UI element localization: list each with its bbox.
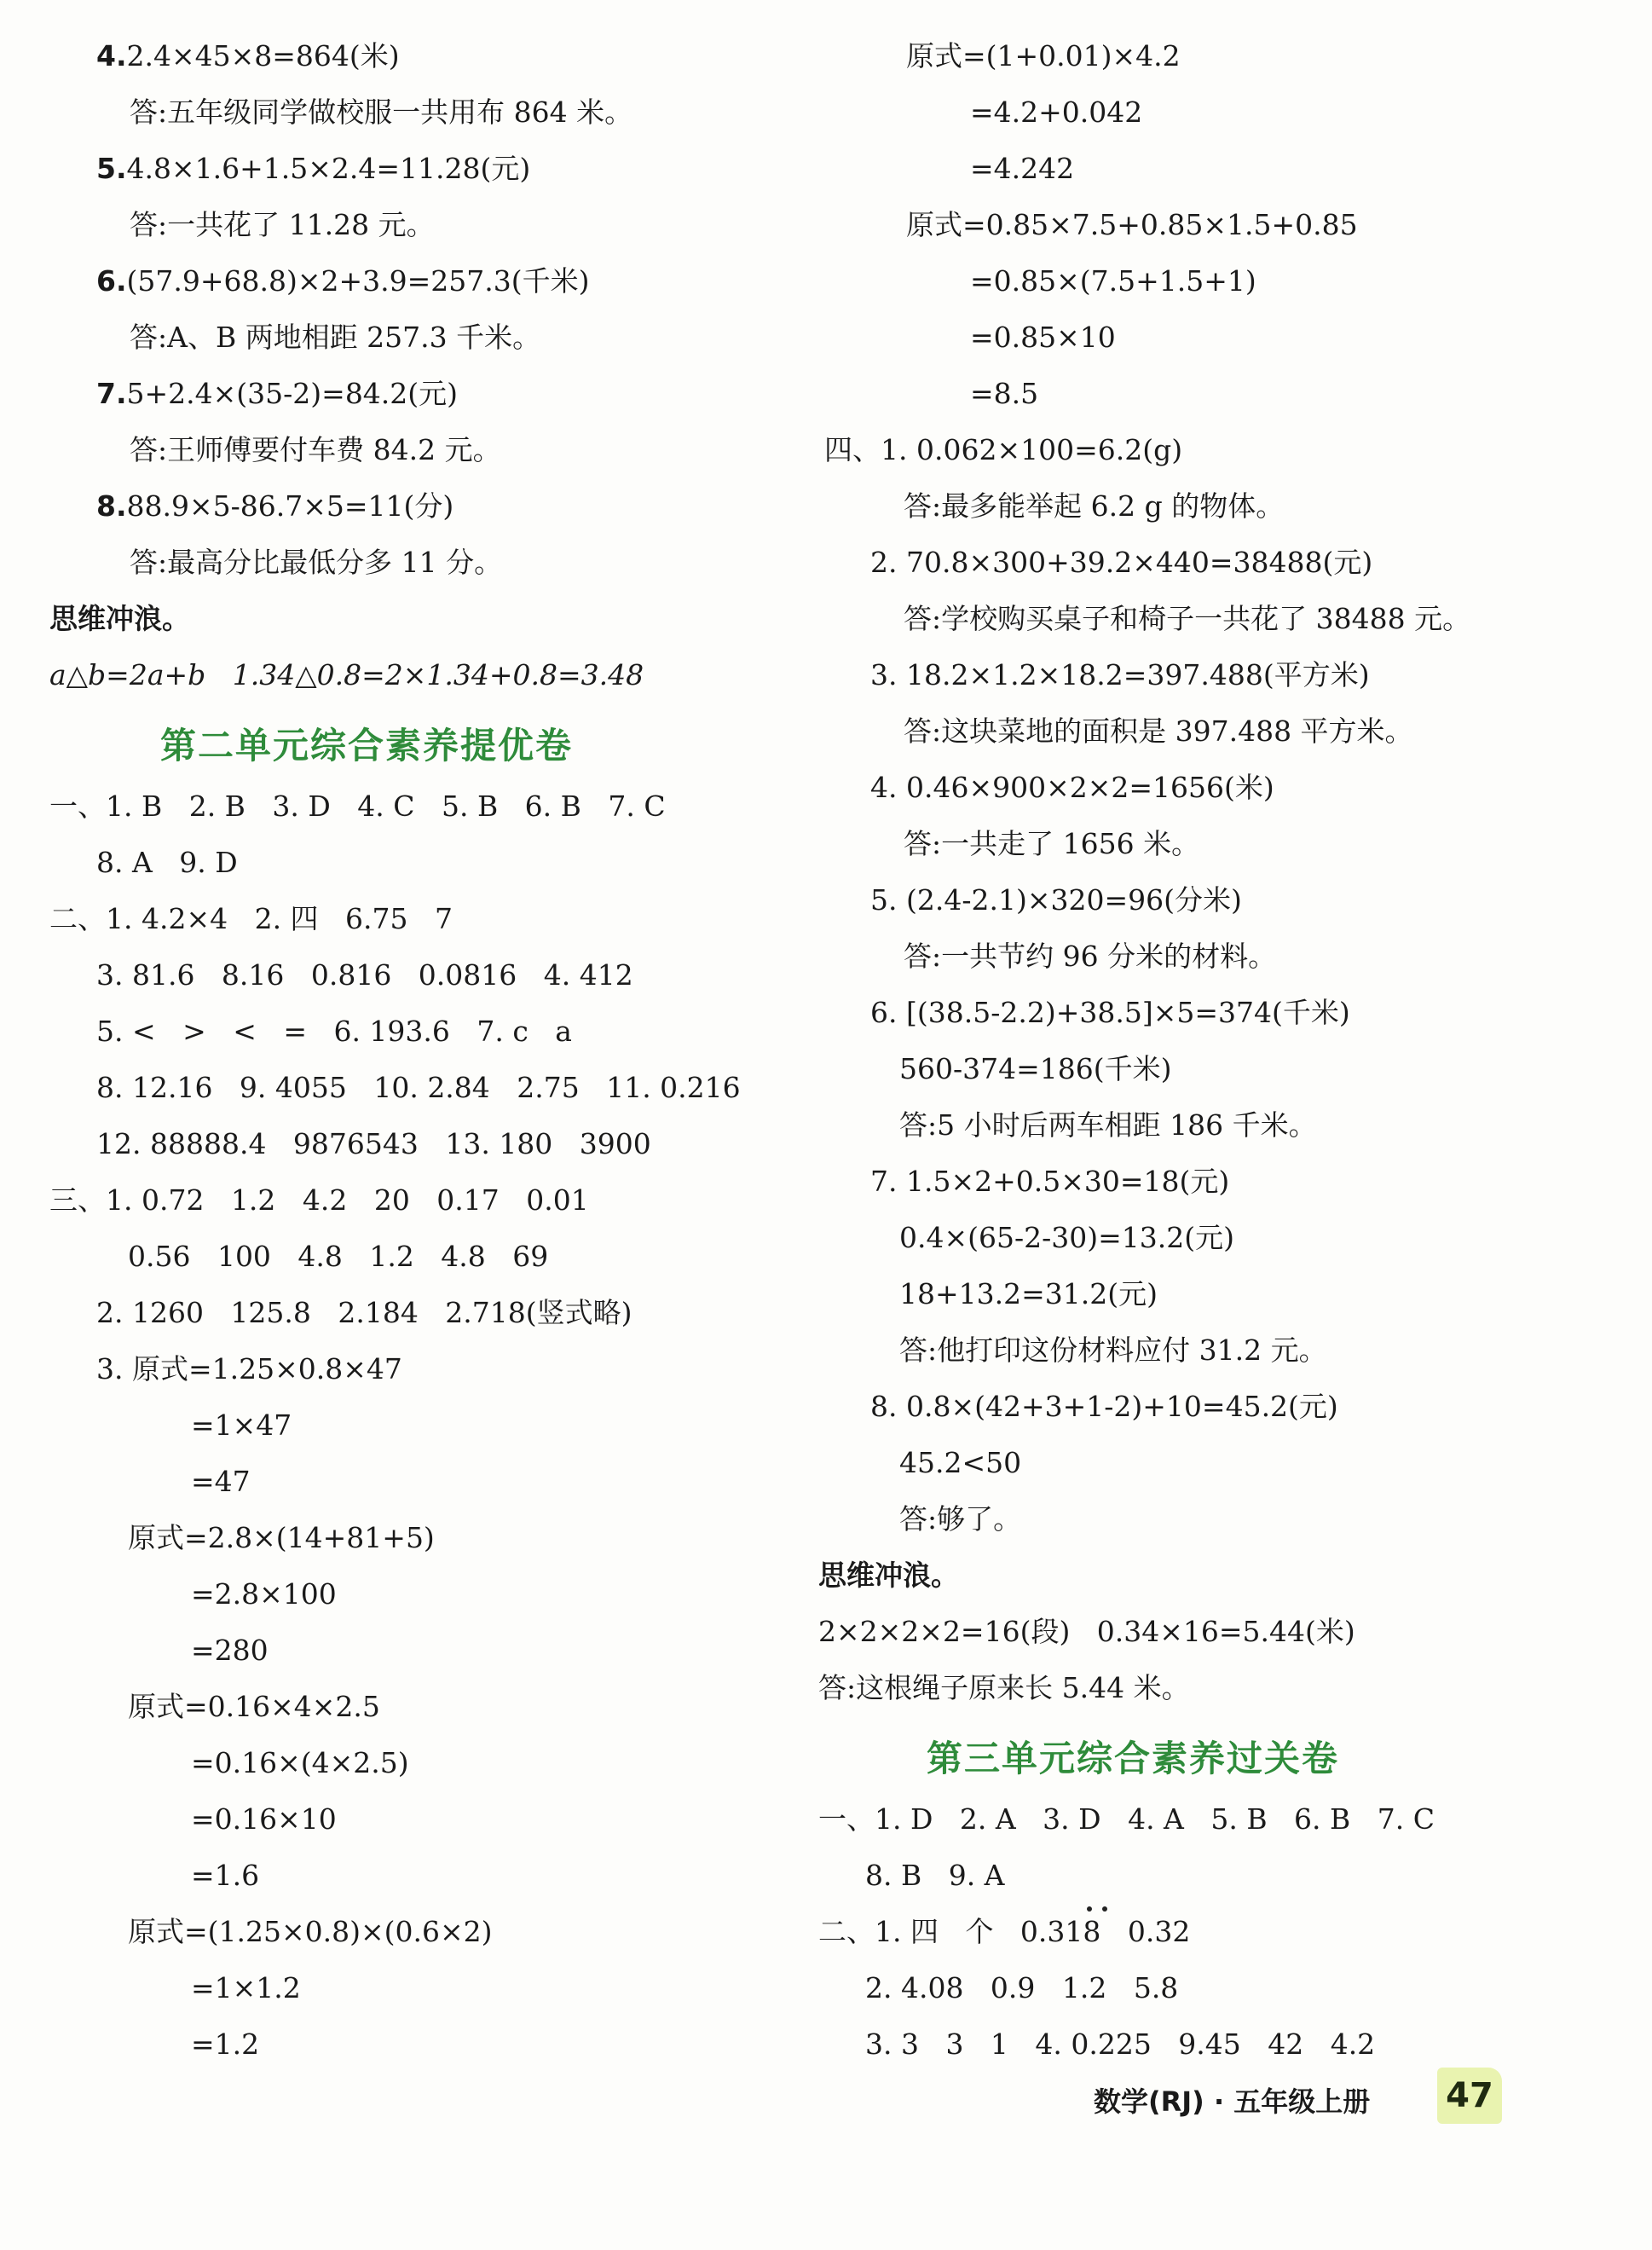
answer-line: =4.2+0.042 bbox=[970, 95, 1143, 129]
answer-line: 8.88.9×5-86.7×5=11(分) bbox=[96, 489, 454, 523]
answer-line: 答:够了。 bbox=[899, 1502, 1022, 1536]
answer-line: 2×2×2×2=16(段) 0.34×16=5.44(米) bbox=[818, 1615, 1355, 1648]
answer-line: 四、1. 0.062×100=6.2(g) bbox=[824, 433, 1183, 466]
answer-line: 6.(57.9+68.8)×2+3.9=257.3(千米) bbox=[96, 264, 590, 298]
answer-line: =2.8×100 bbox=[191, 1577, 337, 1611]
answer-line: 7.5+2.4×(35-2)=84.2(元) bbox=[96, 377, 459, 410]
answer-line: 6. [(38.5-2.2)+38.5]×5=374(千米) bbox=[870, 996, 1350, 1029]
answer-line: 18+13.2=31.2(元) bbox=[899, 1277, 1158, 1310]
answer-line: 560-374=186(千米) bbox=[899, 1052, 1172, 1085]
answer-line: 原式=(1.25×0.8)×(0.6×2) bbox=[128, 1915, 493, 1948]
answer-line: 4. 0.46×900×2×2=1656(米) bbox=[870, 771, 1274, 804]
answer-line: 答:一共花了 11.28 元。 bbox=[130, 208, 435, 241]
answer-line: 3. 3 3 1 4. 0.225 9.45 42 4.2 bbox=[865, 2027, 1376, 2061]
page-number-badge: 47 bbox=[1437, 2068, 1502, 2124]
section-title: 第二单元综合素养提优卷 bbox=[160, 725, 574, 766]
answer-line: 答:最高分比最低分多 11 分。 bbox=[130, 546, 503, 579]
thinking-label: 思维冲浪。 bbox=[49, 602, 190, 635]
answer-line: 4.2.4×45×8=864(米) bbox=[96, 39, 400, 72]
answer-line: 0.4×(65-2-30)=13.2(元) bbox=[899, 1221, 1235, 1254]
answer-line: 5.4.8×1.6+1.5×2.4=11.28(元) bbox=[96, 152, 531, 185]
answer-line: 3. 81.6 8.16 0.816 0.0816 4. 412 bbox=[96, 958, 633, 992]
answer-line: =1.6 bbox=[191, 1859, 260, 1892]
answer-line: 答:学校购买桌子和椅子一共花了 38488 元。 bbox=[904, 602, 1471, 635]
answer-line: 2. 4.08 0.9 1.2 5.8 bbox=[865, 1971, 1179, 2004]
answer-line: 原式=2.8×(14+81+5) bbox=[128, 1521, 435, 1554]
answer-line: 二、1. 4.2×4 2. 四 6.75 7 bbox=[49, 902, 453, 935]
answer-line: 答:一共节约 96 分米的材料。 bbox=[904, 940, 1277, 973]
answer-line: 3. 18.2×1.2×18.2=397.488(平方米) bbox=[870, 658, 1370, 691]
answer-line: 8. 12.16 9. 4055 10. 2.84 2.75 11. 0.216 bbox=[96, 1071, 741, 1104]
answer-line: 答:这块菜地的面积是 397.488 平方米。 bbox=[904, 714, 1413, 748]
answer-line: 2. 70.8×300+39.2×440=38488(元) bbox=[870, 546, 1373, 579]
answer-line: 答:最多能举起 6.2 g 的物体。 bbox=[904, 489, 1285, 523]
answer-line: 8. 0.8×(42+3+1-2)+10=45.2(元) bbox=[870, 1390, 1338, 1423]
repeating-decimal-dot bbox=[1087, 1906, 1092, 1912]
answer-line: 7. 1.5×2+0.5×30=18(元) bbox=[870, 1165, 1230, 1198]
answer-line: 答:A、B 两地相距 257.3 千米。 bbox=[130, 321, 541, 354]
thinking-formula: a△b=2a+b 1.34△0.8=2×1.34+0.8=3.48 bbox=[49, 658, 644, 691]
answer-line: 3. 原式=1.25×0.8×47 bbox=[96, 1352, 402, 1385]
answer-line: 答:他打印这份材料应付 31.2 元。 bbox=[899, 1333, 1327, 1367]
thinking-label: 思维冲浪。 bbox=[818, 1559, 959, 1592]
answer-line: =0.16×10 bbox=[191, 1802, 337, 1836]
answer-line: 答:这根绳子原来长 5.44 米。 bbox=[818, 1671, 1190, 1704]
answer-line: =0.85×(7.5+1.5+1) bbox=[970, 264, 1256, 298]
answer-line: 8. B 9. A bbox=[865, 1859, 1005, 1892]
answer-line: =0.85×10 bbox=[970, 321, 1116, 354]
answer-line: =1.2 bbox=[191, 2027, 260, 2061]
answer-line: 一、1. B 2. B 3. D 4. C 5. B 6. B 7. C bbox=[49, 790, 666, 823]
answer-line: 答:王师傅要付车费 84.2 元。 bbox=[130, 433, 501, 466]
answer-line: 答:五年级同学做校服一共用布 864 米。 bbox=[130, 95, 633, 129]
answer-line: 12. 88888.4 9876543 13. 180 3900 bbox=[96, 1127, 651, 1160]
answer-line: 2. 1260 125.8 2.184 2.718(竖式略) bbox=[96, 1296, 632, 1329]
answer-line: 0.56 100 4.8 1.2 4.8 69 bbox=[128, 1240, 549, 1273]
answer-line: 45.2<50 bbox=[899, 1446, 1022, 1479]
answer-line: =0.16×(4×2.5) bbox=[191, 1746, 409, 1779]
answer-line: 答:一共走了 1656 米。 bbox=[904, 827, 1200, 860]
answer-line: =47 bbox=[191, 1465, 251, 1498]
answer-line: 原式=0.85×7.5+0.85×1.5+0.85 bbox=[906, 208, 1358, 241]
answer-line: 三、1. 0.72 1.2 4.2 20 0.17 0.01 bbox=[49, 1183, 589, 1217]
answer-line: 二、1. 四 个 0.318 0.32 bbox=[818, 1915, 1191, 1948]
answer-line: 答:5 小时后两车相距 186 千米。 bbox=[899, 1108, 1317, 1142]
footer-book-label: 数学(RJ) · 五年级上册 bbox=[1094, 2085, 1371, 2118]
answer-line: 原式=(1+0.01)×4.2 bbox=[906, 39, 1181, 72]
section-title: 第三单元综合素养过关卷 bbox=[927, 1738, 1340, 1779]
answer-line: 5. (2.4-2.1)×320=96(分米) bbox=[870, 883, 1242, 917]
answer-line: 一、1. D 2. A 3. D 4. A 5. B 6. B 7. C bbox=[818, 1802, 1435, 1836]
answer-line: 原式=0.16×4×2.5 bbox=[128, 1690, 380, 1723]
repeating-decimal-dot bbox=[1102, 1906, 1107, 1912]
answer-line: =280 bbox=[191, 1634, 269, 1667]
answer-line: =1×1.2 bbox=[191, 1971, 301, 2004]
answer-line: 5. < > < = 6. 193.6 7. c a bbox=[96, 1015, 572, 1048]
answer-line: =1×47 bbox=[191, 1408, 292, 1442]
answer-line: =8.5 bbox=[970, 377, 1039, 410]
answer-line: 8. A 9. D bbox=[96, 846, 238, 879]
answer-line: =4.242 bbox=[970, 152, 1075, 185]
